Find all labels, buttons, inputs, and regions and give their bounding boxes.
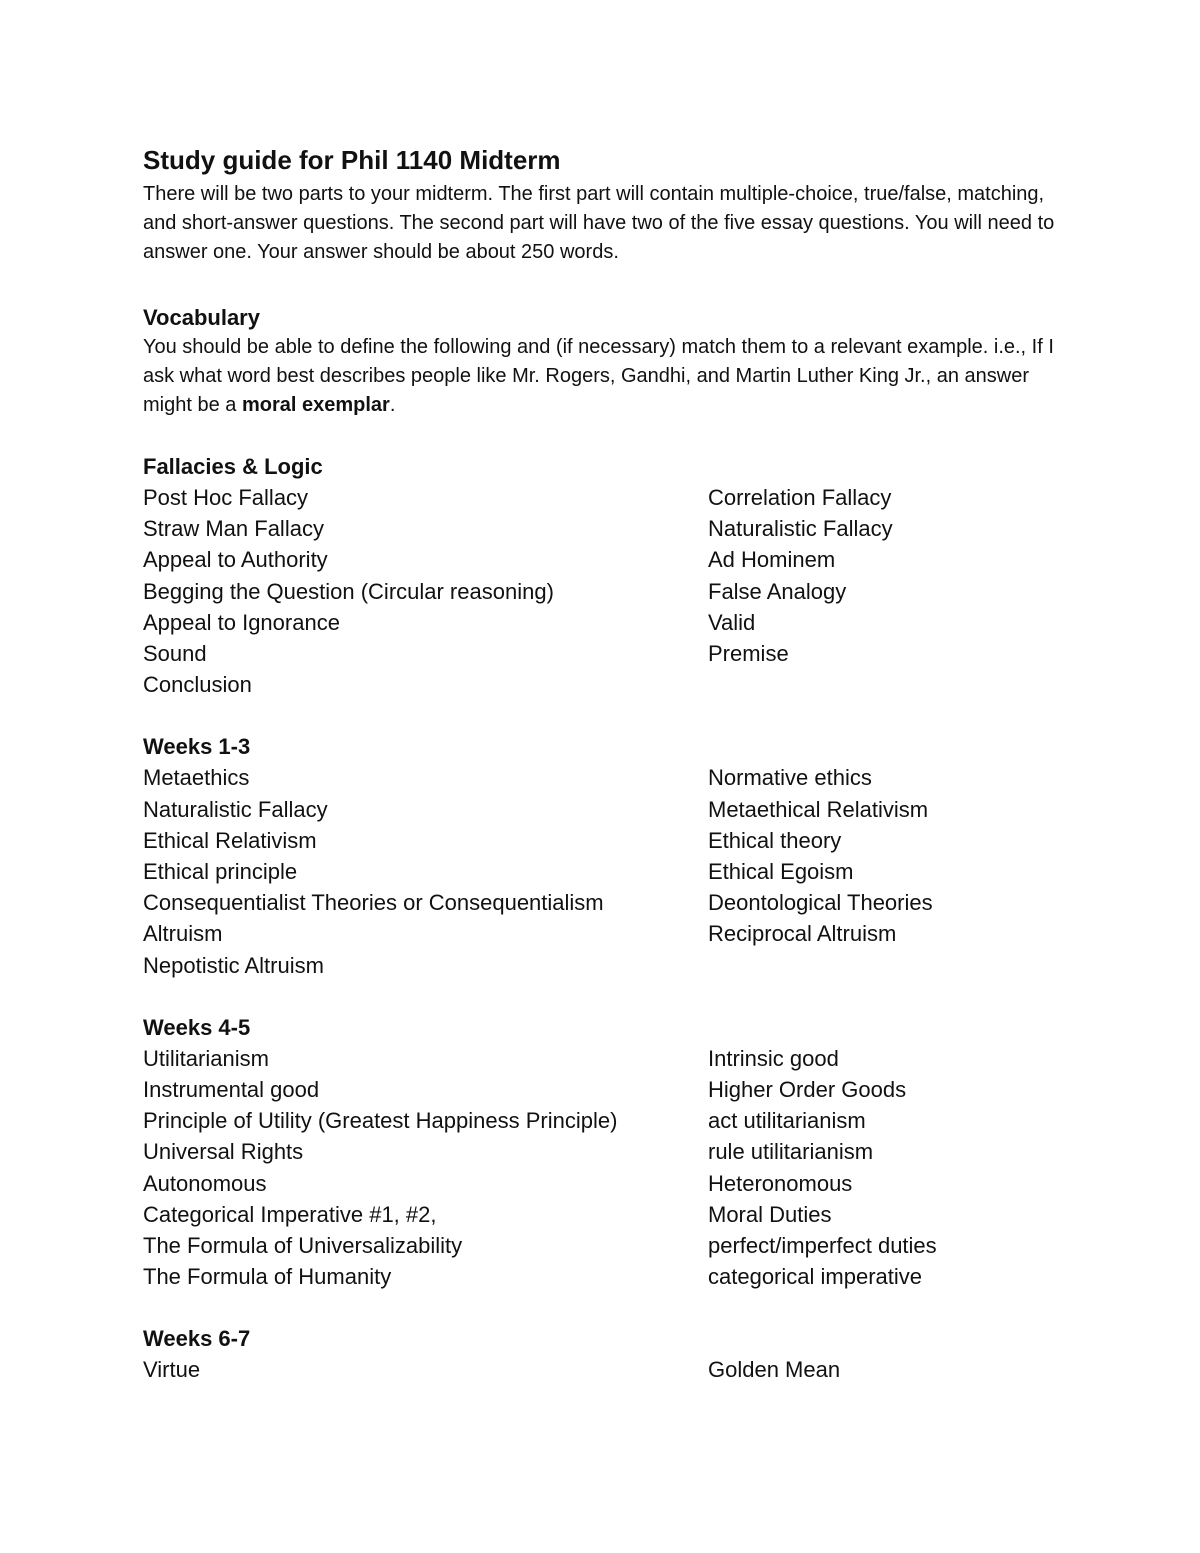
term-right: Valid — [708, 609, 756, 635]
term-right: rule utilitarianism — [708, 1139, 874, 1165]
term-left: Altruism — [143, 921, 223, 947]
term-grid — [143, 1043, 1073, 1293]
term-section — [143, 1323, 1073, 1385]
term-left: Ethical Relativism — [143, 827, 317, 853]
term-left: Instrumental good — [143, 1077, 320, 1103]
section-heading: Weeks 1-3 — [143, 734, 251, 760]
term-right: Metaethical Relativism — [708, 796, 929, 822]
term-grid — [143, 1354, 1073, 1385]
term-left: Nepotistic Altruism — [143, 952, 324, 978]
document-title: Study guide for Phil 1140 Midterm — [143, 145, 561, 175]
term-right: Moral Duties — [708, 1201, 832, 1227]
term-left: Appeal to Ignorance — [143, 609, 340, 635]
term-right: categorical imperative — [708, 1264, 922, 1290]
section-heading: Weeks 4-5 — [143, 1014, 251, 1040]
term-left: Post Hoc Fallacy — [143, 485, 309, 510]
term-grid — [143, 762, 1073, 980]
term-section — [143, 731, 1073, 980]
term-right: Higher Order Goods — [708, 1077, 907, 1103]
term-right: Naturalistic Fallacy — [708, 516, 893, 542]
term-right: False Analogy — [708, 578, 847, 604]
term-left: Straw Man Fallacy — [143, 516, 324, 542]
term-left: Begging the Question (Circular reasoning) — [143, 578, 554, 604]
term-right: Ethical Egoism — [708, 859, 854, 885]
vocabulary-intro — [143, 333, 1073, 420]
term-right: Correlation Fallacy — [708, 485, 892, 510]
vocabulary-intro-end: . — [389, 394, 396, 416]
term-right: Premise — [708, 641, 789, 667]
term-sections — [143, 451, 1073, 1386]
term-right: Deontological Theories — [708, 890, 933, 916]
term-left: The Formula of Universalizability — [143, 1233, 463, 1259]
term-left: The Formula of Humanity — [143, 1264, 392, 1290]
vocabulary-intro-text: You should be able to define the following and (if necessary) match them to a relevant example. i.e., If I ask what word best describes people like Mr. Rogers, Gandhi, and Martin Luther King Jr., an answer might be a — [143, 336, 1054, 416]
term-left: Ethical principle — [143, 859, 298, 885]
term-right: perfect/imperfect duties — [708, 1233, 937, 1259]
term-left: Principle of Utility (Greatest Happiness Principle) — [143, 1108, 618, 1134]
term-left: Appeal to Authority — [143, 547, 328, 573]
term-left: Sound — [143, 641, 207, 667]
term-right: Golden Mean — [708, 1357, 841, 1383]
term-right: Heteronomous — [708, 1170, 853, 1196]
intro-paragraph: There will be two parts to your midterm. The first part will contain multiple-choice, true/false, matching, and short-answer questions. The second part will have two of the five essay questions. You will need to answer one. Your answer should be about 250 words. — [143, 183, 1055, 263]
term-left: Virtue — [143, 1357, 201, 1383]
term-left: Categorical Imperative #1, #2, — [143, 1201, 437, 1227]
term-left: Universal Rights — [143, 1139, 304, 1165]
term-right: act utilitarianism — [708, 1108, 866, 1134]
section-heading: Fallacies & Logic — [143, 454, 323, 479]
vocabulary-heading: Vocabulary — [143, 305, 260, 330]
term-right — [708, 950, 1073, 981]
section-heading: Weeks 6-7 — [143, 1326, 251, 1352]
term-left: Utilitarianism — [143, 1045, 269, 1071]
term-left: Conclusion — [143, 672, 252, 698]
term-right: Intrinsic good — [708, 1045, 839, 1071]
term-left: Consequentialist Theories or Consequentialism — [143, 890, 604, 916]
term-section — [143, 1012, 1073, 1293]
term-right: Ad Hominem — [708, 547, 836, 573]
vocabulary-intro-bold: moral exemplar — [241, 394, 390, 416]
term-section — [143, 451, 1073, 700]
term-right — [708, 669, 1073, 700]
term-right: Reciprocal Altruism — [708, 921, 897, 947]
term-left: Metaethics — [143, 765, 250, 791]
term-left: Naturalistic Fallacy — [143, 796, 328, 822]
term-right: Ethical theory — [708, 827, 842, 853]
document-page — [143, 140, 1073, 1386]
term-right: Normative ethics — [708, 765, 872, 791]
term-left: Autonomous — [143, 1170, 267, 1196]
term-grid — [143, 482, 1073, 700]
